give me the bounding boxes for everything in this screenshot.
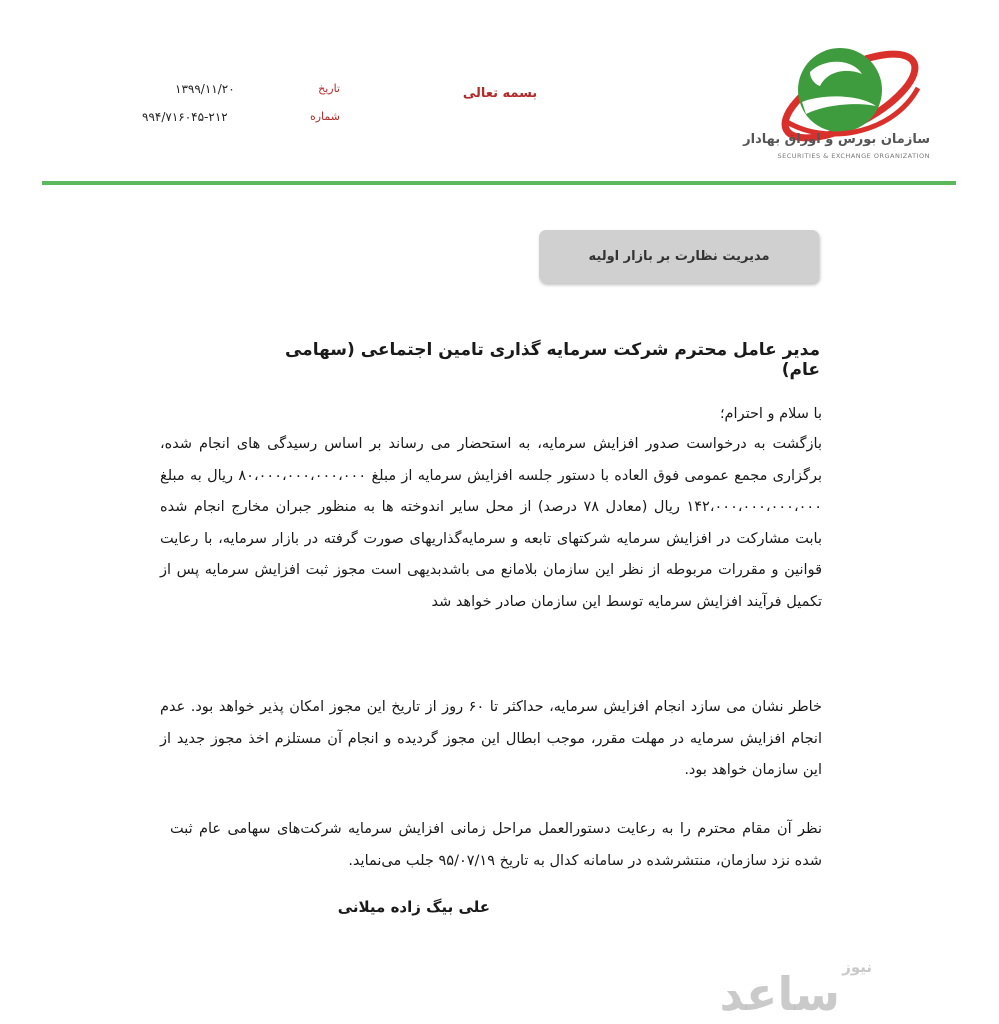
bismillah-heading: بسمه تعالی xyxy=(462,86,538,101)
svg-text:نیوز: نیوز xyxy=(842,958,872,976)
saed-news-watermark xyxy=(719,952,995,1021)
body-paragraph-1: بازگشت به درخواست صدور افزایش سرمایه، به استحضار می رساند بر اساس رسیدگی های انجام شده، برگزاری مجمع عمومی فوق العاده با دستور جلسه افزایش سرمایه از مبلغ ۸۰،۰۰۰،۰۰۰،۰۰۰،۰۰۰ ریال به مبلغ ۱۴۲،۰۰۰،۰۰۰،۰۰۰،۰۰۰ ریال (معادل ۷۸ درصد) از محل سایر اندوخته ها به منظور جبران مخارج انجام شده بابت مشارکت در افزایش سرمایه شرکتهای تابعه و سرمایه‌گذاریهای صورت گرفته در بازار سرمایه، با رعایت قوانین و مقررات مربوطه از نظر این سازمان بلامانع می باشدبدیهی است مجوز ثبت افزایش سرمایه پس از تکمیل فرآیند افزایش سرمایه توسط این سازمان صادر خواهد شد xyxy=(160,436,822,610)
department-label xyxy=(539,230,819,283)
body-paragraph-3: نظر آن مقام محترم را به رعایت دستورالعمل مراحل زمانی افزایش سرمایه شرکت‌های سهامی عام ثبت شده نزد سازمان، منتشرشده در سامانه کدال به تاریخ ۹۵/۰۷/۱۹ جلب می‌نماید. xyxy=(170,821,822,869)
number-label: شماره xyxy=(309,110,340,123)
header-divider xyxy=(42,181,956,185)
body-paragraph-2: خاطر نشان می سازد انجام افزایش سرمایه، حداکثر تا ۶۰ روز از تاریخ این مجوز امکان پذیر خواهد بود. عدم انجام افزایش سرمایه در مهلت مقرر، موجب ابطال این مجوز گردیده و انجام آن مستلزم اخذ مجوز جدید از این سازمان خواهد بود. xyxy=(160,699,823,778)
svg-text:ساعد: ساعد xyxy=(719,967,840,1021)
date-value: ۱۳۹۹/۱۱/۲۰ xyxy=(175,82,235,96)
sec-organization-logo xyxy=(762,28,932,168)
org-name-persian: سازمان بورس و اوراق بهادار xyxy=(743,132,930,147)
greeting: با سلام و احترام؛ xyxy=(719,406,822,422)
number-value: ۹۹۴/۷۱۶۰۴۵-۲۱۲ xyxy=(142,110,228,124)
recipient-line: مدیر عامل محترم شرکت سرمایه گذاری تامین اجتماعی (سهامی عام) xyxy=(284,340,820,380)
department-text: مدیریت نظارت بر بازار اولیه xyxy=(588,249,770,264)
signatory-name: علی بیگ زاده میلانی xyxy=(337,898,490,916)
org-name-english: SECURITIES & EXCHANGE ORGANIZATION xyxy=(777,152,930,160)
date-label: تاریخ xyxy=(318,82,340,95)
